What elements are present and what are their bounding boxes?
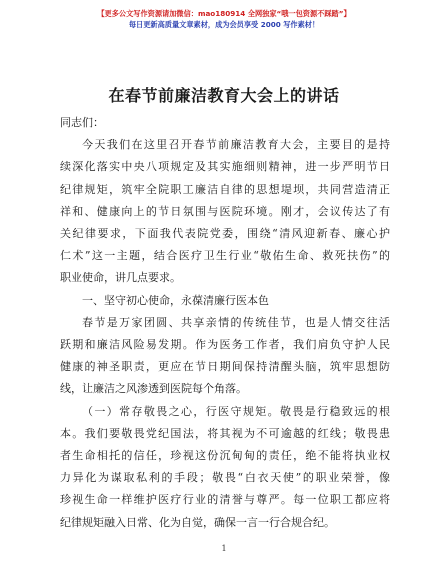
text-line: 关纪律要求，下面我代表院党委，围绕“清风迎新春、廉心护 [60, 227, 390, 241]
text-line: 续深化落实中央八项规定及其实施细则精神，进一步严明节日 [60, 160, 390, 174]
promo-banner-line-1: 【更多公文写作资源请加微信：mao180914 全网独家“哦一包资源不踩踏”】 [97, 9, 351, 18]
paragraph-festival [60, 312, 390, 401]
text-line: 纪律规矩，筑牢全院职工廉洁自律的思想堤坝，共同营造清正 [60, 182, 390, 196]
text-line: 线，让廉洁之风渗透到医院每个角落。 [60, 382, 247, 396]
paragraph-awe [60, 401, 390, 534]
text-line: 仁术”这一主题，结合医疗卫生行业“敬佑生命、救死扶伤”的 [60, 249, 390, 263]
section-heading-1 [60, 290, 390, 312]
text-line: 者生命相托的信任，珍视这份沉甸甸的责任，绝不能将执业权 [60, 449, 390, 463]
section-heading: 一、坚守初心使命，永葆清廉行医本色 [82, 293, 269, 307]
text-line: 珍视生命一样维护医疗行业的清誉与尊严。每一位职工都应将 [60, 493, 390, 507]
text-line: 本。我们要敬畏党纪国法，将其视为不可逾越的红线；敬畏患 [60, 426, 390, 440]
text-line: 健康的神圣职责，更应在节日期间保持清醒头脑，筑牢思想防 [60, 360, 390, 374]
text-line: 职业使命，讲几点要求。 [60, 271, 181, 285]
text-line: 跃期和廉洁风险易发期。作为医务工作者，我们肩负守护人民 [60, 338, 390, 352]
text-line: 力异化为谋取私利的手段；敬畏“白衣天使”的职业荣誉，像 [60, 471, 390, 485]
text-line: 今天我们在这里召开春节前廉洁教育大会，主要目的是持 [82, 138, 390, 152]
document-body [60, 112, 390, 534]
promo-banner-line-2: 每日更新高质量文章素材，成为会员享受 2000 写作素材！ [128, 20, 320, 29]
salutation: 同志们： [60, 116, 104, 129]
page-number: 1 [221, 544, 227, 553]
text-line: 纪律规矩融入日常、化为自觉，确保一言一行合规合纪。 [60, 515, 335, 529]
document-title: 在春节前廉洁教育大会上的讲话 [108, 86, 340, 105]
text-line: （一）常存敬畏之心，行医守规矩。敬畏是行稳致远的根 [82, 404, 390, 418]
paragraph-intro [60, 134, 390, 289]
promo-banner [60, 8, 388, 30]
text-line: 春节是万家团圆、共享亲情的传统佳节，也是人情交往活 [82, 315, 390, 329]
text-line: 祥和、健康向上的节日氛围与医院环境。刚才，会议传达了有 [60, 204, 390, 218]
